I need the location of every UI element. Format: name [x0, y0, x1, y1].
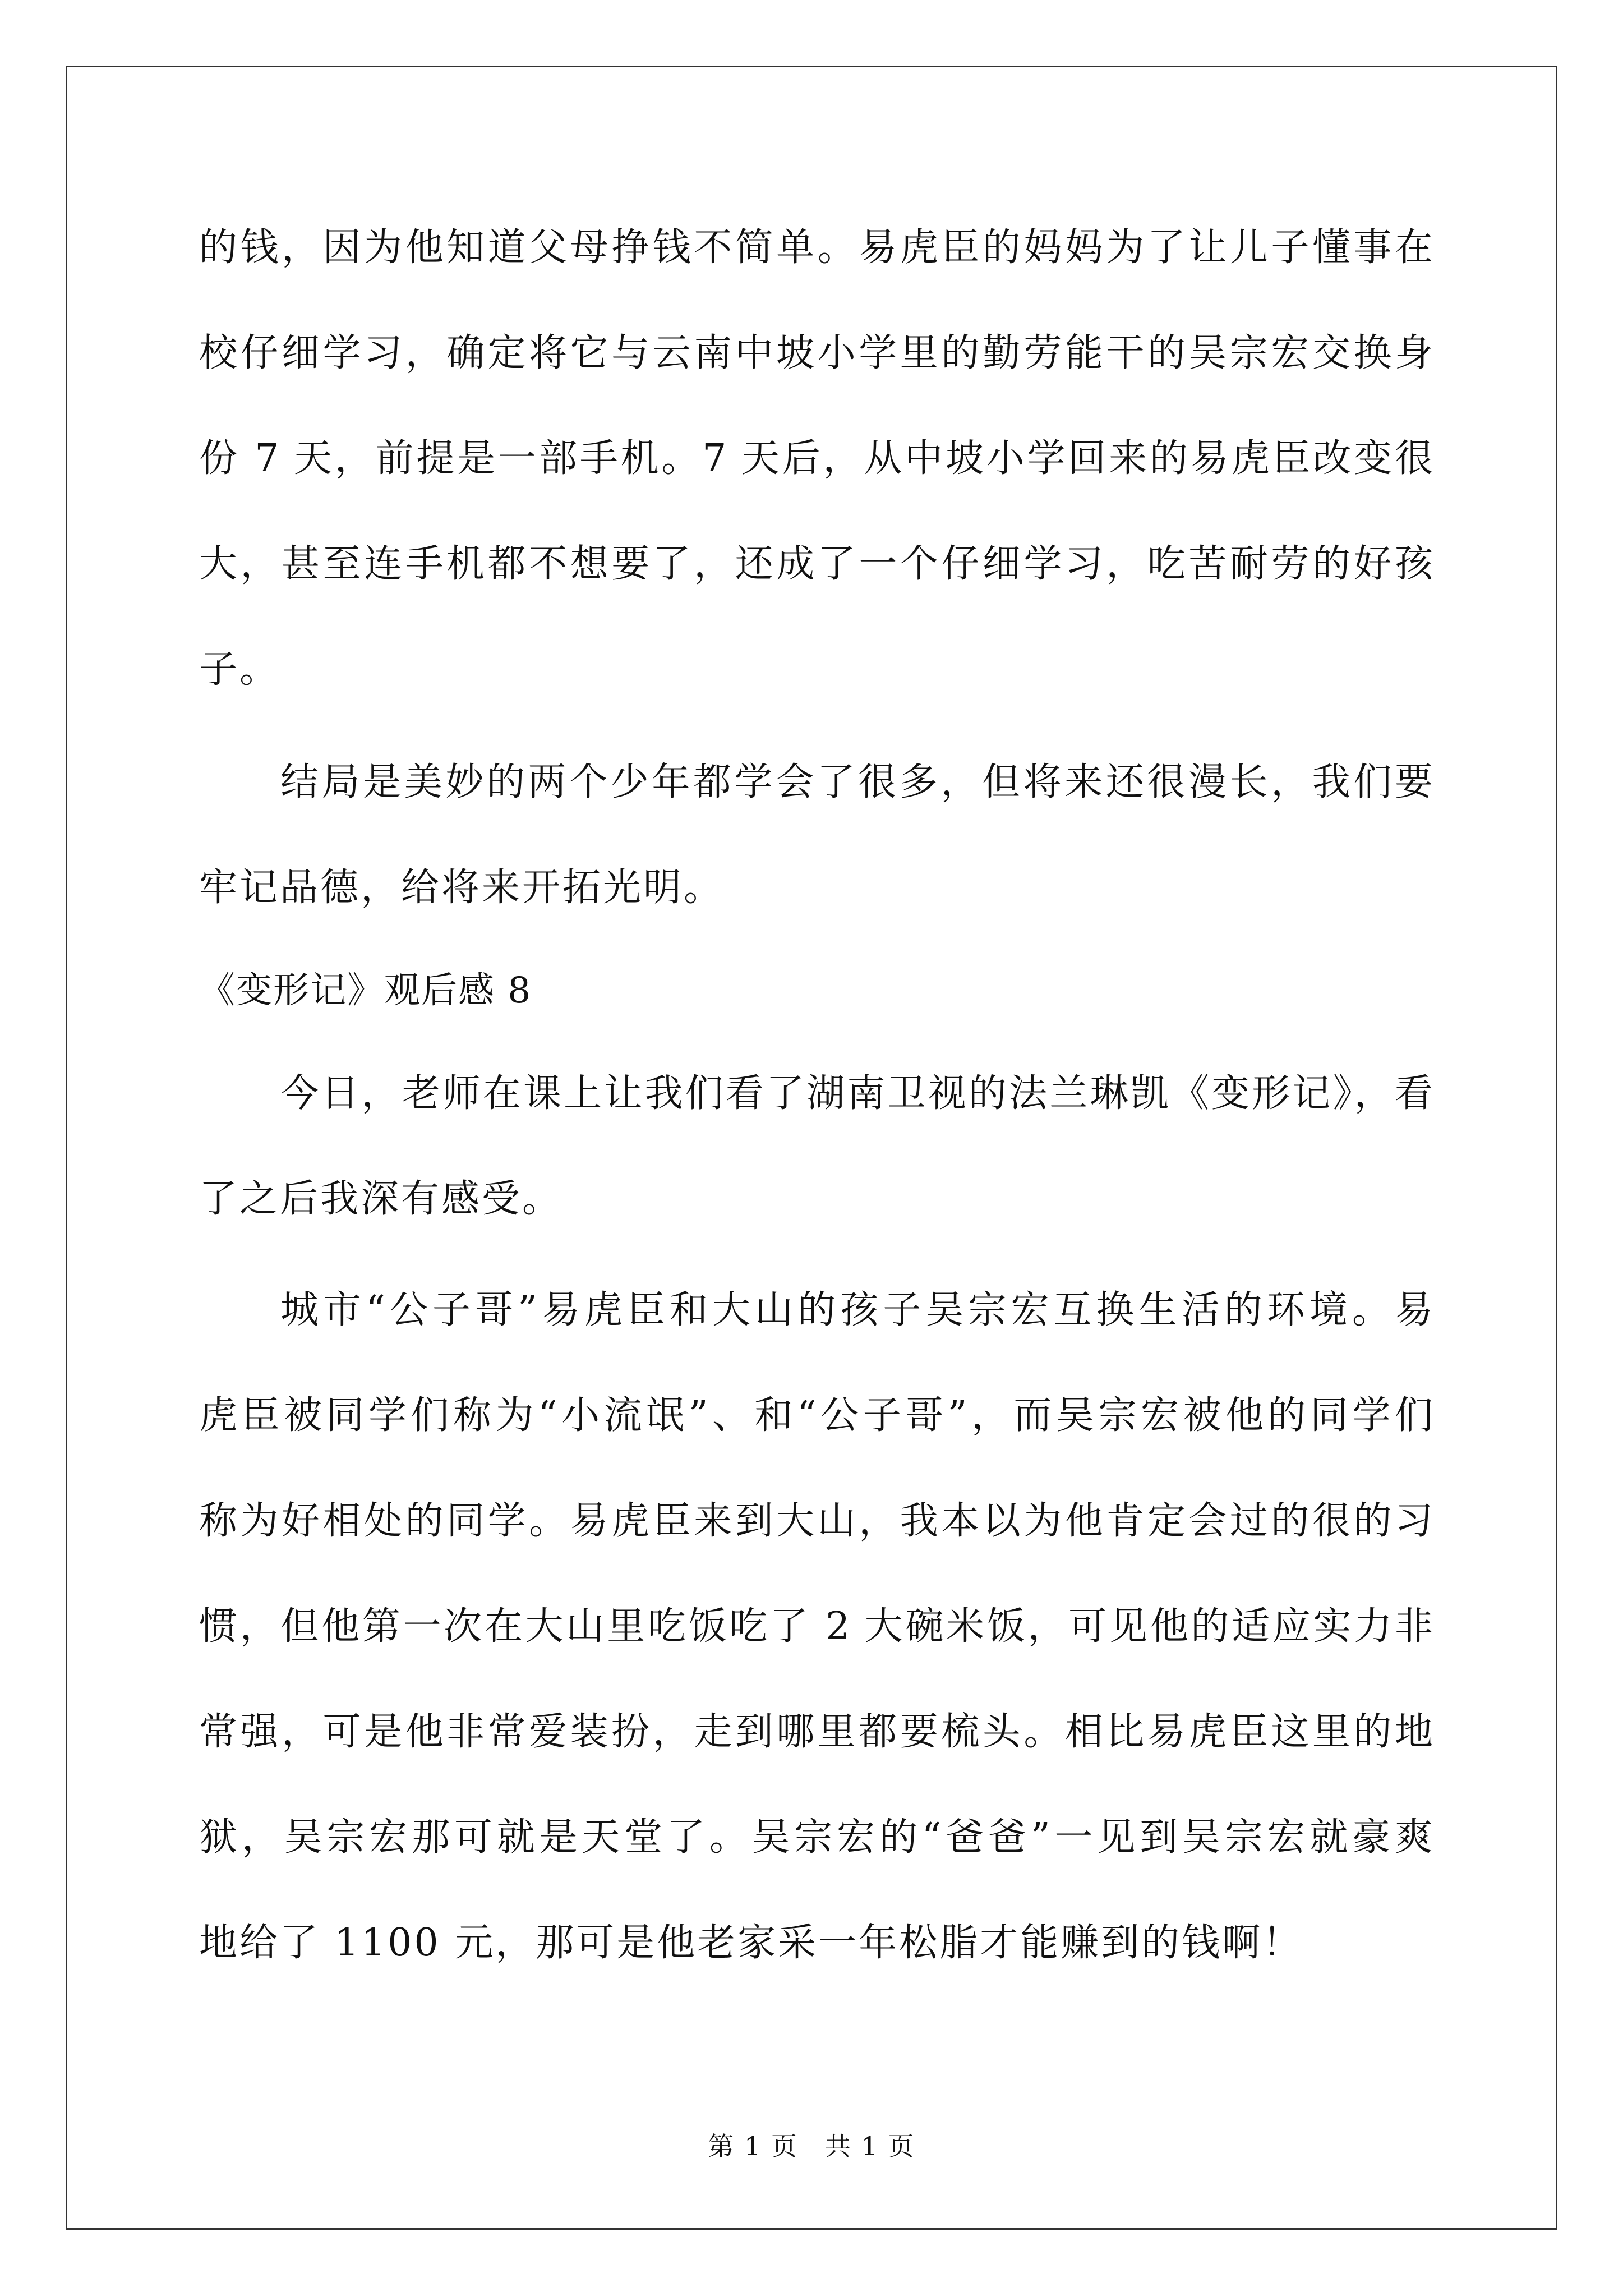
- text-line: 子。: [199, 647, 280, 692]
- text-line: 结局是美妙的两个少年都学会了很多，但将来还很漫长，我们要: [280, 760, 1433, 804]
- text-line: 狱，吴宗宏那可就是天堂了。吴宗宏的“爸爸”一见到吴宗宏就豪爽: [199, 1815, 1433, 1860]
- text-line: 的钱，因为他知道父母挣钱不简单。易虎臣的妈妈为了让儿子懂事在: [199, 226, 1433, 270]
- text-line: 城市“公子哥”易虎臣和大山的孩子吴宗宏互换生活的环境。易: [280, 1288, 1433, 1332]
- text-line: 大，甚至连手机都不想要了，还成了一个仔细学习，吃苦耐劳的好孩: [199, 542, 1433, 586]
- page-footer: 第 1 页 共 1 页: [708, 2131, 915, 2161]
- text-line: 份 7 天，前提是一部手机。7 天后，从中坡小学回来的易虎臣改变很: [199, 436, 1433, 481]
- text-line: 惯，但他第一次在大山里吃饭吃了 2 大碗米饭，可见他的适应实力非: [199, 1604, 1433, 1649]
- text-line: 地给了 1100 元，那可是他老家采一年松脂才能赚到的钱啊！: [199, 1921, 1303, 1965]
- text-line: 了之后我深有感受。: [199, 1177, 563, 1221]
- page-border: [66, 66, 1557, 2230]
- text-line: 校仔细学习，确定将它与云南中坡小学里的勤劳能干的吴宗宏交换身: [199, 331, 1433, 375]
- text-line: 常强，可是他非常爱装扮，走到哪里都要梳头。相比易虎臣这里的地: [199, 1710, 1433, 1754]
- section-heading: 《变形记》观后感 8: [199, 970, 532, 1011]
- text-line: 牢记品德，给将来开拓光明。: [199, 866, 725, 910]
- text-line: 今日，老师在课上让我们看了湖南卫视的法兰琳凯《变形记》，看: [280, 1071, 1433, 1116]
- text-line: 称为好相处的同学。易虎臣来到大山，我本以为他肯定会过的很的习: [199, 1499, 1433, 1543]
- text-line: 虎臣被同学们称为“小流氓”、和“公子哥”，而吴宗宏被他的同学们: [199, 1393, 1433, 1438]
